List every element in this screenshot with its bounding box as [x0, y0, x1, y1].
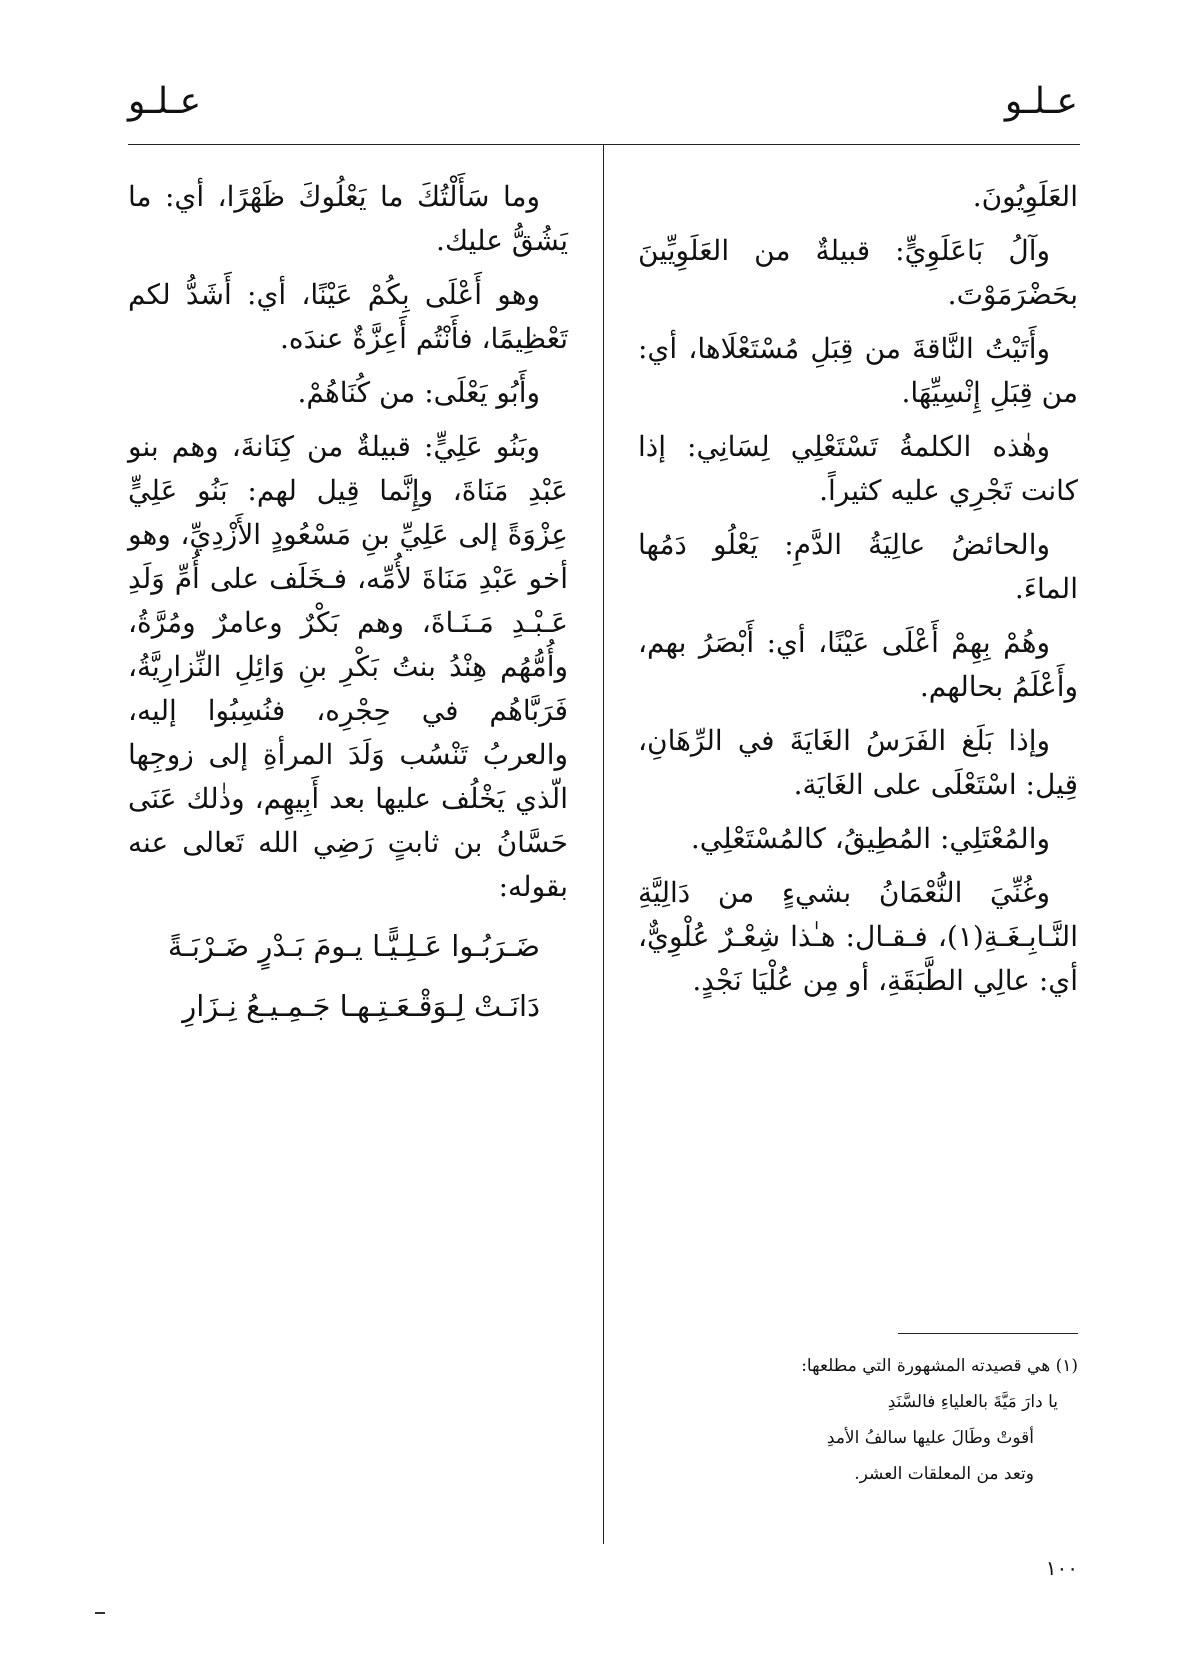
footnote-note: وتعد من المعلقات العشر.: [854, 1464, 1034, 1484]
entry-paragraph: وآلُ بَاعَلَوِيٍّ: قبيلةٌ من العَلَوِيِّينَ بحَضْرَمَوْتَ.: [638, 234, 1078, 311]
entry-paragraph: والمُعْتَلِي: المُطِيقُ، كالمُسْتَعْلِي.: [690, 822, 1050, 855]
footnote-intro: (١) هي قصيدته المشهورة التي مطلعها:: [801, 1356, 1078, 1376]
running-head-right: عـلـو: [1004, 81, 1078, 122]
right-column: [638, 175, 1078, 1013]
left-column: [128, 175, 568, 1033]
entry-paragraph: وبَنُو عَلِيٍّ: قبيلةٌ من كِنَانةَ، وهم بنو عَبْدِ مَنَاةَ، وإِنَّما قِيل لهم: بَنُو عَلِيٍّ عِزْوَةً إلى عَلِيِّ بنِ مَسْعُودٍ الأَزْدِيِّ، وهو أخو عَبْدِ مَنَاةَ لأُمِّه، فـخَلَف على أُمِّ وَلَدِ عَـبْـدِ مَـنَـاةَ، وهم بَكْرٌ وعامرٌ ومُرَّةُ، وأُمُّهُم هِنْدُ بنتُ بَكْرِ بنِ وَائِلِ النِّزارِيَّةُ، فَرَبَّاهُم في حِجْرِه، فنُسِبُوا إليه، والعربُ تَنْسُب وَلَدَ المرأةِ إلى زوجِها الّذي يَخْلُف عليها بعد أَبِيهِم، وذٰلك عَنَى حَسَّانُ بن ثابتٍ رَضِي الله تَعالى عنه بقوله:: [128, 430, 568, 903]
footnote-rule: [898, 1333, 1078, 1334]
footnote-verse-1: يا دارَ مَيَّةَ بالعلياءِ فالسَّنَدِ: [887, 1392, 1058, 1412]
poem-verse-line-1: ضَـرَبُـوا عَـلِـيًّـا يـومَ بَـدْرٍ ضَـرْبَـةً: [167, 929, 540, 963]
entry-paragraph: وأَبُو يَعْلَى: من كُنَاهُمْ.: [297, 376, 540, 409]
entry-paragraph: العَلَوِيُونَ.: [972, 180, 1078, 213]
scan-mark: [95, 1612, 105, 1614]
page-number: ١٠٠: [1045, 1556, 1078, 1580]
entry-paragraph: والحائضُ عالِيَةُ الدَّمِ: يَعْلُو دَمُها الماءَ.: [638, 528, 1078, 605]
entry-paragraph: وهو أَعْلَى بِكُمْ عَيْنًا، أي: أَشَدُّ لكم تَعْظِيمًا، فأَنْتُم أَعِزَّةٌ عندَه.: [128, 278, 568, 355]
entry-paragraph: وإذا بَلَغ الفَرَسُ الغَايَةَ في الرِّهَانِ، قِيل: اسْتَعْلَى على الغَايَة.: [638, 724, 1078, 801]
running-head-left: عـلـو: [128, 81, 202, 122]
header-rule: [128, 144, 1080, 145]
entry-paragraph: وهٰذه الكلمةُ تَسْتَعْلِي لِسَانِي: إذا كانت تَجْرِي عليه كثيراً.: [638, 430, 1078, 507]
column-divider: [603, 144, 604, 1544]
entry-paragraph: وغُنِّيَ النُّعْمَانُ بشيءٍ من دَالِيَّةِ النَّـابِـغَـةِ(١)، فـقـال: هـٰذا شِعْـرٌ عُلْوِيٌّ، أي: عالِي الطَّبَقَةِ، أو مِن عُلْيَا نَجْدٍ.: [638, 876, 1078, 997]
footnote-verse-2: أقوتْ وطَالَ عليها سالفُ الأمدِ: [826, 1428, 1034, 1448]
footnote-block: [638, 1348, 1078, 1492]
entry-paragraph: وأَتَيْتُ النَّاقةَ من قِبَلِ مُسْتَعْلَاها، أي: من قِبَلِ إِنْسِيِّهَا.: [638, 332, 1078, 409]
entry-paragraph: وما سَأَلْتُكَ ما يَعْلُوكَ ظَهْرًا، أي: ما يَشُقُّ عليك.: [128, 180, 568, 257]
poem-verse-line-2: دَانَـتْ لِـوَقْـعَـتِـهـا جَـمِـيـعُ نِـزَارِ: [182, 989, 540, 1023]
entry-paragraph: وهُمْ بِهِمْ أَعْلَى عَيْنًا، أي: أَبْصَرُ بهم، وأَعْلَمُ بحالهم.: [638, 626, 1078, 703]
